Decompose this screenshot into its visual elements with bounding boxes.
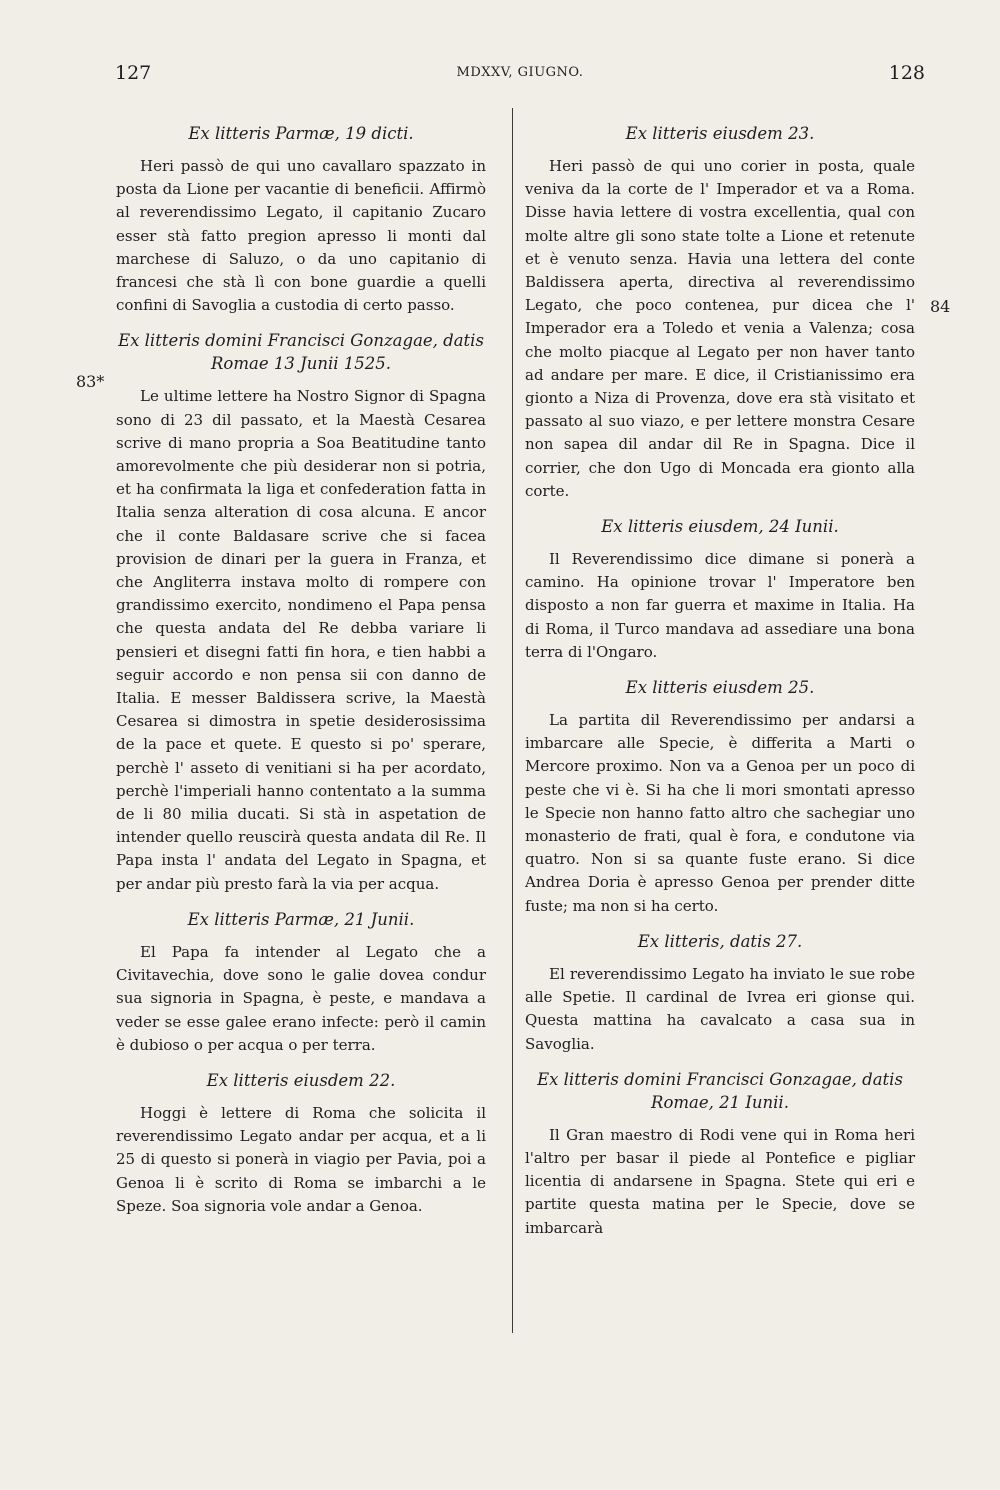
paragraph: Heri passò de qui uno cavallaro spazzato in posta da Lione per vacantie di beneficii. Affirmò al reverendissimo Legato, il capitanio Zucaro esser stà fatto pregion apresso li monti dal marchese di Saluzo, o da uno capitanio di francesi che stà lì con bone guardie a quelli confini di Savoglia a custodia di certo passo. [116,157,486,315]
section-heading: Ex litteris domini Francisci Gonzagae, datis Romae, 21 Iunii. [537,1069,903,1112]
margin-number-left: 83* [76,372,105,391]
section-heading: Ex litteris domini Francisci Gonzagae, datis Romae 13 Junii 1525. [118,331,484,374]
right-column [525,118,915,1252]
section-heading: Ex litteris eiusdem 22. [206,1070,396,1090]
paragraph: Heri passò de qui uno corier in posta, quale veniva da la corte de l' Imperador et va a Roma. Disse havia lettere di vostra excellentia, qual con molte altre gli sono state tolte a Lione et retenute et è venuto senza. Havia una lettera del conte Baldissera aperta, directiva al reverendissimo Legato, che poco contenea, pur dicea che l' Imperador era a Toledo et venia a Valenza; cosa che molto piacque al Legato per non haver tanto ad andare per mare. E dice, il Cristianissimo era gionto a Niza di Provenza, dove era stà visitato et passato al suo viazo, e per lettere monstra Cesare non sapea dil andar dil Re in Spagna. Dice il corrier, che don Ugo di Moncada era gionto alla corte. [525,157,915,500]
section-heading: Ex litteris, datis 27. [637,931,803,951]
left-page-number: 127 [115,62,152,84]
margin-number-right: 84 [930,297,951,316]
column-divider [512,108,513,1333]
paragraph: El Papa fa intender al Legato che a Civitavechia, dove sono le galie dovea condur sua signoria in Spagna, è peste, e mandava a veder se esse galee erano infecte: però il camin è dubioso o per acqua o per terra. [116,942,486,1054]
paragraph: Il Gran maestro di Rodi vene qui in Roma heri l'altro per basar il piede al Pontefice e pigliar licentia di andarsene in Spagna. Stete qui eri e partite questa matina per le Specie, dove se imbarcarà [525,1125,915,1237]
running-title: MDXXV, GIUGNO. [456,65,584,80]
right-page-number: 128 [888,62,925,84]
left-column [116,118,486,1230]
page-header [115,62,925,88]
section-heading: Ex litteris eiusdem 25. [625,678,815,698]
paragraph: El reverendissimo Legato ha inviato le sue robe alle Spetie. Il cardinal de Ivrea eri gionse qui. Questa mattina ha cavalcato a casa sua in Savoglia. [525,964,915,1053]
section-heading: Ex litteris Parmæ, 21 Junii. [187,909,415,929]
section-heading: Ex litteris Parmæ, 19 dicti. [188,124,414,143]
paragraph: La partita dil Reverendissimo per andarsi a imbarcare alle Specie, è differita a Marti o Mercore proximo. Non va a Genoa per un poco di peste che vi è. Si ha che li mori smontati apresso le Specie non hanno fatto altro che sachegiar uno monasterio de frati, qual è fora, e condutone via quatro. Non si sa quante fuste erano. Si dice Andrea Doria è apresso Genoa per prender ditte fuste; ma non si ha certo. [525,711,915,915]
paragraph: Le ultime lettere ha Nostro Signor di Spagna sono di 23 dil passato, et la Maestà Cesarea scrive di mano propria a Soa Beatitudine tanto amorevolmente che più desiderar non si potria, et ha confirmata la liga et confederation fatta in Italia senza alteration di cosa alcuna. E ancor che il conte Baldasare scrive che si facea provision de dinari per la guera in Franza, et che Angliterra instava molto di rompere con grandissimo exercito, nondimeno el Papa pensa che questa andata del Re debba variare li pensieri et disegni fatti fin hora, e tien habbi a seguir accordo e non pensa sii con danno de Italia. E messer Baldissera scrive, la Maestà Cesarea si dimostra in spetie desiderosissima de la pace et quete. E questo si po' sperare, perchè l' asseto di venitiani si ha per acordato, perchè l'imperiali hanno contentato a la summa de li 80 milia ducati. Si stà in aspetation de intender quello reuscirà questa andata dil Re. Il Papa insta l' andata del Legato in Spagna, et per andar più presto farà la via per acqua. [116,387,486,893]
section-heading: Ex litteris eiusdem, 24 Iunii. [601,517,839,537]
paragraph: Hoggi è lettere di Roma che solicita il reverendissimo Legato andar per acqua, et a li 25 di questo si ponerà in viagio per Pavia, poi a Genoa li è scrito di Roma se imbarchi a le Speze. Soa signoria vole andar a Genoa. [116,1103,486,1215]
section-heading: Ex litteris eiusdem 23. [625,124,815,143]
paragraph: Il Reverendissimo dice dimane si ponerà a camino. Ha opinione trovar l' Imperatore ben disposto a non far guerra et maxime in Italia. Ha di Roma, il Turco mandava ad assediare una bona terra di l'Ongaro. [525,550,915,661]
